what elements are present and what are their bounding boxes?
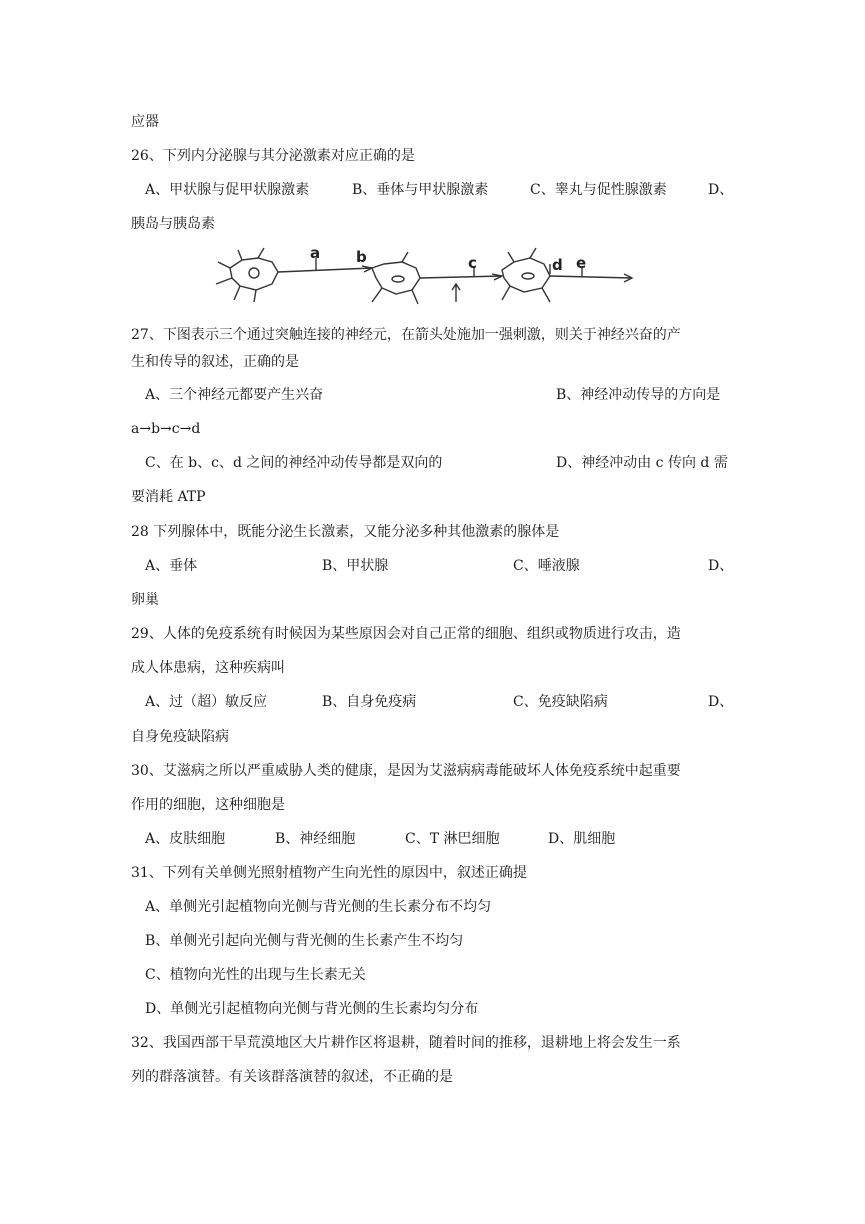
label-b: b: [356, 248, 367, 266]
option-26-a: A、甲状腺与促甲状腺激素: [145, 182, 310, 198]
option-28-b: B、甲状腺: [322, 558, 389, 574]
option-29-c: C、免疫缺陷病: [513, 694, 608, 710]
text-line: 应器: [131, 114, 159, 130]
neuron-body-2: [372, 262, 420, 294]
stimulus-arrow: [452, 284, 460, 302]
option-26-d-cont: 胰岛与胰岛素: [131, 216, 215, 232]
option-31-c: C、植物向光性的出现与生长素无关: [145, 967, 366, 983]
option-26-d: D、: [708, 182, 734, 198]
neuron-body-1: [230, 258, 278, 290]
question-32-line-2: 列的群落演替。有关该群落演替的叙述，不正确的是: [131, 1069, 453, 1085]
option-28-a: A、垂体: [145, 558, 198, 574]
option-27-d: D、神经冲动由 c 传向 d 需: [556, 455, 728, 471]
axon-3: [550, 276, 632, 278]
axon-2: [420, 276, 502, 278]
option-30-a: A、皮肤细胞: [145, 831, 226, 847]
question-27-line-2: 生和传导的叙述，正确的是: [131, 354, 299, 370]
option-28-c: C、唾液腺: [513, 558, 580, 574]
axon-1: [278, 268, 372, 272]
option-30-c: C、T 淋巴细胞: [405, 831, 500, 847]
option-27-a: A、三个神经元都要产生兴奋: [145, 387, 324, 403]
question-29-line-1: 29、人体的免疫系统有时候因为某些原因会对自己正常的细胞、组织或物质进行攻击，造: [131, 626, 681, 642]
label-e: e: [576, 254, 587, 272]
option-29-d: D、: [708, 694, 734, 710]
option-31-a: A、单侧光引起植物向光侧与背光侧的生长素分布不均匀: [145, 899, 492, 915]
dendrites-1: [216, 248, 264, 302]
dendrites-3: [502, 248, 550, 302]
option-27-b: B、神经冲动传导的方向是: [556, 387, 721, 403]
option-31-d: D、单侧光引起植物向光侧与背光侧的生长素均匀分布: [145, 1001, 479, 1017]
nucleus-1: [249, 268, 259, 278]
option-30-d: D、肌细胞: [548, 831, 616, 847]
question-32-line-1: 32、我国西部干旱荒漠地区大片耕作区将退耕，随着时间的推移，退耕地上将会发生一系: [131, 1035, 681, 1051]
question-28: 28 下列腺体中，既能分泌生长激素，又能分泌多种其他激素的腺体是: [131, 524, 560, 540]
synapse-2: [492, 274, 502, 280]
option-26-c: C、睾丸与促性腺激素: [530, 182, 667, 198]
option-26-b: B、垂体与甲状腺激素: [352, 182, 489, 198]
option-27-b-cont: a→b→c→d: [131, 421, 201, 437]
option-27-d-cont: 要消耗 ATP: [131, 489, 206, 505]
neuron-diagram: [212, 246, 642, 306]
option-28-d-cont: 卵巢: [131, 592, 159, 608]
option-28-d: D、: [708, 558, 734, 574]
question-27-line-1: 27、下图表示三个通过突触连接的神经元，在箭头处施加一强刺激，则关于神经兴奋的产: [131, 327, 681, 343]
label-c: c: [468, 254, 477, 272]
option-29-a: A、过（超）敏反应: [145, 694, 268, 710]
question-30-line-2: 作用的细胞，这种细胞是: [131, 797, 285, 813]
question-29-line-2: 成人体患病，这种疾病叫: [131, 660, 285, 676]
option-30-b: B、神经细胞: [275, 831, 356, 847]
question-30-line-1: 30、艾滋病之所以严重威胁人类的健康，是因为艾滋病病毒能破坏人体免疫系统中起重要: [131, 763, 681, 779]
nucleus-2: [392, 276, 404, 282]
nucleus-3: [522, 273, 534, 279]
option-27-c: C、在 b、c、d 之间的神经冲动传导都是双向的: [145, 455, 443, 471]
dendrites-2: [372, 252, 418, 304]
option-29-b: B、自身免疫病: [322, 694, 417, 710]
option-31-b: B、单侧光引起向光侧与背光侧的生长素产生不均匀: [145, 933, 464, 949]
option-29-d-cont: 自身免疫缺陷病: [131, 729, 229, 745]
question-31: 31、下列有关单侧光照射植物产生向光性的原因中，叙述正确提: [131, 865, 527, 881]
question-26: 26、下列内分泌腺与其分泌激素对应正确的是: [131, 148, 415, 164]
label-a: a: [310, 246, 321, 262]
label-d: d: [552, 256, 563, 274]
